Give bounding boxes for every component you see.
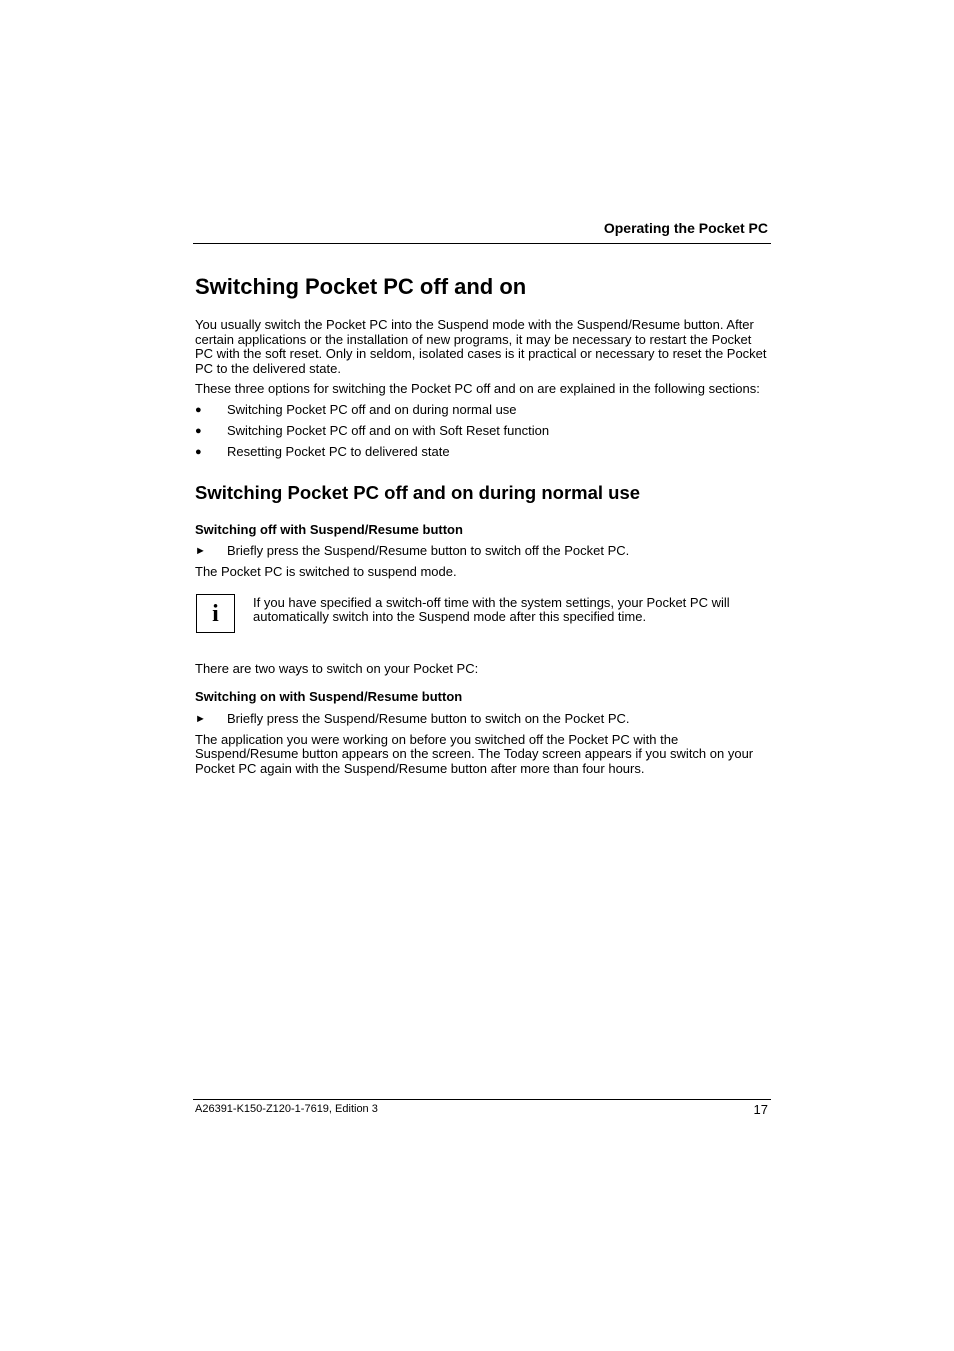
switch-off-heading: Switching off with Suspend/Resume button bbox=[195, 521, 463, 537]
running-header: Operating the Pocket PC bbox=[603, 220, 768, 236]
list-item bbox=[195, 424, 767, 439]
bullet-icon: ● bbox=[195, 424, 202, 437]
switch-on-heading: Switching on with Suspend/Resume button bbox=[195, 689, 463, 705]
switch-off-result: The Pocket PC is switched to suspend mode. bbox=[195, 564, 457, 580]
options-list bbox=[195, 403, 767, 460]
bullet-icon: ● bbox=[195, 445, 202, 458]
switch-on-steps bbox=[195, 712, 767, 727]
document-id: A26391-K150-Z120-1-7619, Edition 3 bbox=[195, 1103, 378, 1115]
info-note bbox=[195, 594, 767, 636]
step-item bbox=[195, 544, 767, 559]
ways-paragraph: There are two ways to switch on your Pocket PC: bbox=[195, 660, 479, 676]
info-note-text: If you have specified a switch-off time with the system settings, your Pocket PC will automatically switch into the Suspend mode after this specified time. bbox=[253, 594, 730, 625]
options-paragraph: These three options for switching the Pocket PC off and on are explained in the following sections: bbox=[195, 381, 760, 397]
info-icon: i bbox=[196, 594, 235, 633]
intro-paragraph: You usually switch the Pocket PC into the Suspend mode with the Suspend/Resume button. After certain applications or the installation of new programs, it may be necessary to restart the Pocket PC with the soft reset. Only in seldom, isolated cases is it practical or necessary to reset the Pocket PC to the delivered state. bbox=[195, 317, 767, 376]
page-content bbox=[195, 272, 767, 783]
switch-off-steps bbox=[195, 544, 767, 559]
step-text: Briefly press the Suspend/Resume button to switch off the Pocket PC. bbox=[227, 543, 630, 559]
list-item bbox=[195, 445, 767, 460]
subsection-title: Switching Pocket PC off and on during normal use bbox=[195, 481, 641, 503]
list-item-text: Switching Pocket PC off and on during normal use bbox=[227, 401, 517, 417]
page-number: 17 bbox=[753, 1102, 768, 1117]
section-title: Switching Pocket PC off and on bbox=[195, 274, 527, 299]
arrow-right-icon: ► bbox=[195, 545, 206, 558]
bullet-icon: ● bbox=[195, 403, 202, 416]
switch-on-result: The application you were working on before you switched off the Pocket PC with the Suspend/Resume button appears on the screen. The Today screen appears if you switch on your Pocket PC again with the Suspend/Resume button after more than four hours. bbox=[195, 731, 754, 777]
list-item-text: Switching Pocket PC off and on with Soft Reset function bbox=[227, 422, 550, 438]
list-item bbox=[195, 403, 767, 418]
footer-rule bbox=[193, 1099, 771, 1100]
step-item bbox=[195, 712, 767, 727]
header-rule bbox=[193, 243, 771, 244]
list-item-text: Resetting Pocket PC to delivered state bbox=[227, 443, 450, 459]
arrow-right-icon: ► bbox=[195, 712, 206, 725]
step-text: Briefly press the Suspend/Resume button to switch on the Pocket PC. bbox=[227, 710, 630, 726]
